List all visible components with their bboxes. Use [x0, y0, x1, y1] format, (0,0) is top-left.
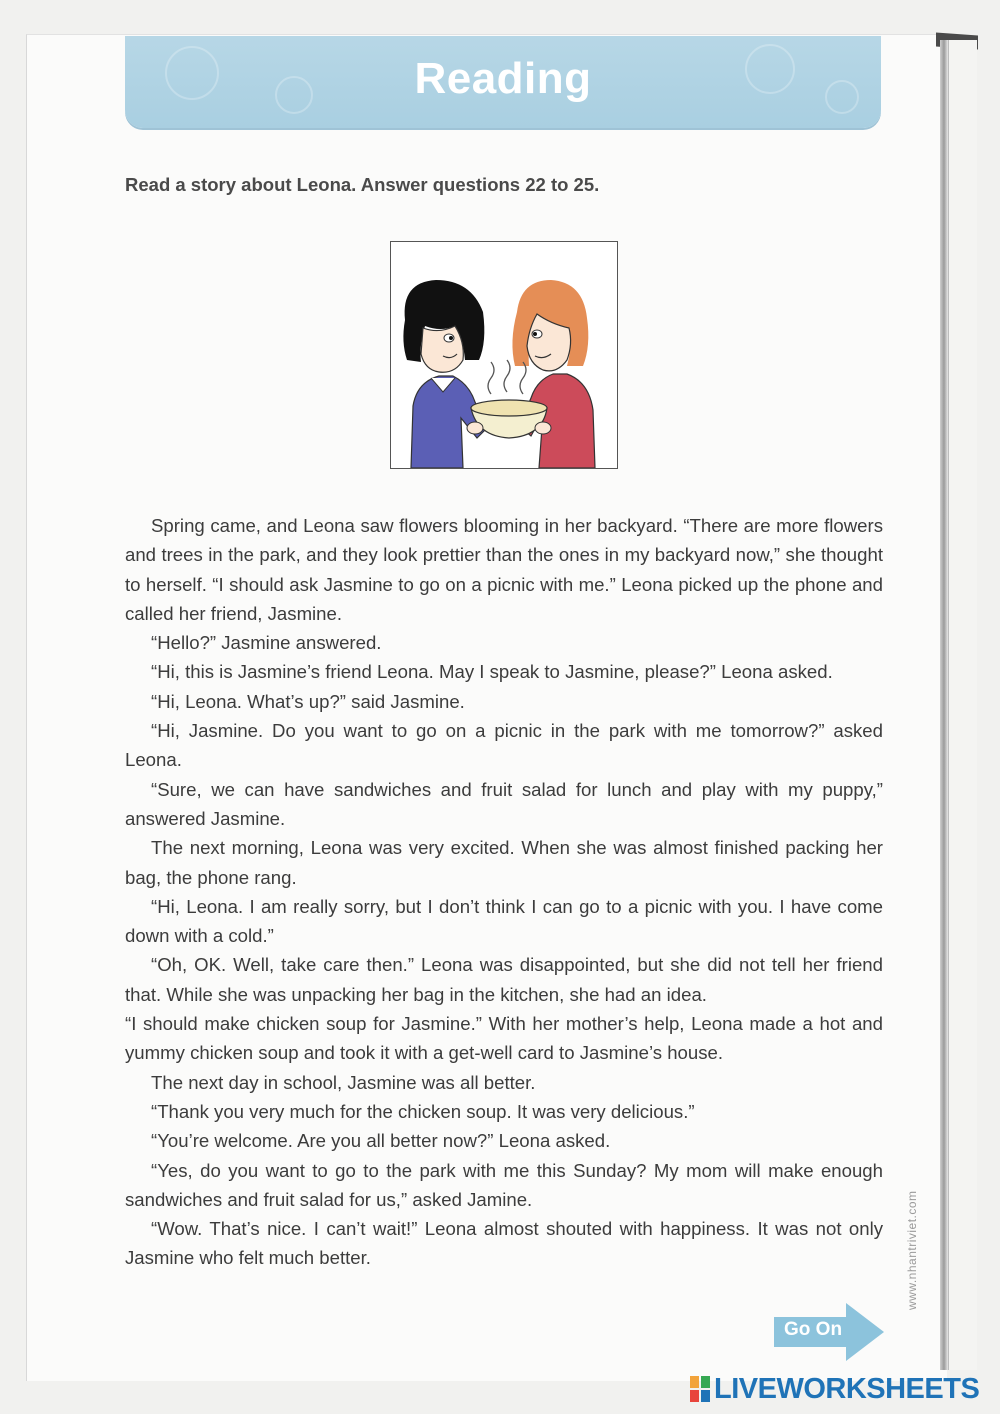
story-paragraph: “Wow. That’s nice. I can’t wait!” Leona almost shouted with happiness. It was not only Jasmine who felt much better.	[125, 1218, 883, 1269]
story-paragraph: “Hi, Leona. I am really sorry, but I don’t think I can go to a picnic with you. I have come down with a cold.”	[125, 895, 883, 947]
go-on-button[interactable]	[774, 1303, 884, 1361]
story-paragraph: The next day in school, Jasmine was all better.	[151, 1071, 536, 1093]
brand-footer[interactable]	[690, 1372, 979, 1406]
two-girls-soup-bowl-illustration	[391, 242, 617, 468]
story-paragraph: “Sure, we can have sandwiches and fruit salad for lunch and play with my puppy,” answered Jasmine.	[125, 778, 883, 829]
go-on-label: Go On	[784, 1319, 843, 1340]
section-title: Reading	[414, 54, 592, 103]
story-paragraph: “Hello?” Jasmine answered.	[151, 632, 382, 654]
section-banner	[125, 36, 881, 128]
story-paragraph: “Oh, OK. Well, take care then.” Leona was disappointed, but she did not tell her friend that. While she was unpacking her bag in the kitchen, she had an idea.	[125, 954, 883, 1005]
story-paragraph: “I should make chicken soup for Jasmine.” With her mother’s help, Leona made a hot and yummy chicken soup and took it with a get-well card to Jasmine’s house.	[125, 1013, 883, 1064]
liveworksheets-logo-icon	[690, 1376, 710, 1402]
story-paragraph: The next morning, Leona was very excited. When she was almost finished packing her bag, the phone rang.	[125, 837, 883, 888]
instruction-text: Read a story about Leona. Answer questions 22 to 25.	[125, 174, 600, 195]
story-text	[125, 511, 883, 1273]
story-illustration	[390, 241, 618, 469]
story-paragraph: “Hi, Leona. What’s up?” said Jasmine.	[151, 690, 465, 712]
story-paragraph: “Yes, do you want to go to the park with me this Sunday? My mom will make enough sandwiches and fruit salad for us,” asked Jamine.	[125, 1159, 883, 1210]
story-paragraph: Spring came, and Leona saw flowers blooming in her backyard. “There are more flowers and trees in the park, and they look prettier than the ones in my backyard now,” she thought to herself. “I should ask Jasmine to go on a picnic with me.” Leona picked up the phone and called her friend, Jasmine.	[125, 515, 883, 624]
story-paragraph: “You’re welcome. Are you all better now?” Leona asked.	[151, 1130, 611, 1152]
facing-page-edge	[948, 40, 977, 1370]
publisher-url: www.nhantriviet.com	[905, 1190, 919, 1310]
story-paragraph: “Hi, Jasmine. Do you want to go on a picnic in the park with me tomorrow?” asked Leona.	[125, 720, 883, 771]
brand-name: LIVEWORKSHEETS	[714, 1372, 980, 1405]
book-spine	[940, 40, 948, 1370]
story-paragraph: “Thank you very much for the chicken soup. It was very delicious.”	[151, 1100, 695, 1122]
story-paragraph: “Hi, this is Jasmine’s friend Leona. May I speak to Jasmine, please?” Leona asked.	[151, 661, 833, 683]
